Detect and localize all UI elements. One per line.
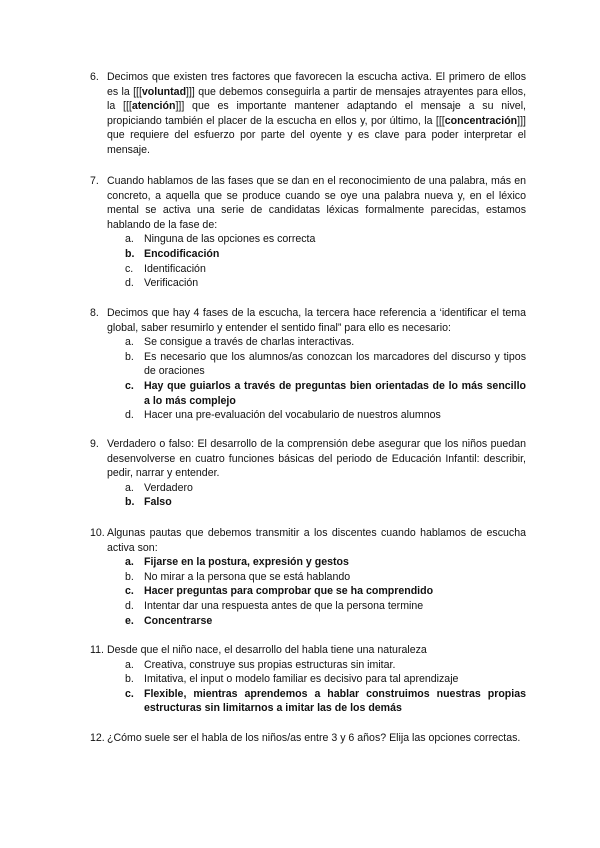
option: a. Ninguna de las opciones es correcta (125, 233, 316, 246)
question-11 (90, 643, 526, 716)
option: c. Identificación (125, 262, 206, 275)
question-number: 9. (90, 438, 99, 450)
option: d. Intentar dar una respuesta antes de que la persona termine (125, 599, 424, 612)
option: b. No mirar a la persona que se está hablando (125, 570, 351, 583)
question-text: ¿Cómo suele ser el habla de los niños/as entre 3 y 6 años? Elija las opciones correctas. (107, 732, 521, 744)
question-6 (90, 70, 526, 158)
option: a. Se consigue a través de charlas interactivas. (125, 336, 355, 349)
option: b. Imitativa, el input o modelo familiar es decisivo para tal aprendizaje (125, 673, 459, 686)
question-text: Desde que el niño nace, el desarrollo del habla tiene una naturaleza (107, 644, 427, 656)
option: d. Hacer una pre-evaluación del vocabulario de nuestros alumnos (125, 409, 441, 422)
option-correct: c. Flexible, mientras aprendemos a hablar construimos nuestras propias estructuras sin limitarnos a imitar las de los demás (125, 687, 526, 715)
question-12 (90, 731, 526, 746)
question-9 (90, 437, 526, 510)
option: d. Verificación (125, 277, 199, 290)
question-text: Cuando hablamos de las fases que se dan en el reconocimiento de una palabra, más en concreto, a aquella que se produce cuando se oye una palabra nueva y, en el léxico mental se activa una serie de candidatas léxicas formalmente parecidas, estamos hablando de la fase de: (107, 175, 526, 231)
option-correct: e. Concentrarse (125, 614, 213, 627)
answer-atencion: atención (131, 100, 176, 113)
question-number: 10. (90, 527, 105, 539)
option: a. Verdadero (125, 481, 193, 494)
question-7 (90, 174, 526, 291)
question-number: 11. (90, 644, 104, 656)
question-number: 12. (90, 732, 105, 744)
option-correct: b. Falso (125, 496, 172, 509)
option: b. Es necesario que los alumnos/as conozcan los marcadores del discurso y tipos de oraciones (125, 350, 526, 378)
question-text: Verdadero o falso: El desarrollo de la comprensión debe asegurar que los niños puedan desenvolverse en cuatro funciones básicas del periodo de Educación Infantil: describir, pedir, narrar y entender. (107, 438, 526, 480)
question-text: Decimos que hay 4 fases de la escucha, la tercera hace referencia a ‘identificar el tema global, saber resumirlo y entender el sentido final” para ello es necesario: (107, 307, 526, 334)
option-correct: c. Hacer preguntas para comprobar que se ha comprendido (125, 585, 434, 598)
question-8 (90, 306, 526, 423)
option-correct: b. Encodificación (125, 247, 220, 260)
question-text: Decimos que existen tres factores que favorecen la escucha activa. El primero de ellos es la [[[voluntad]]] que debemos conseguirla a partir de mensajes atrayentes para ellos, la [[[atención]]] que es importante mantener adaptando el mensaje a su nivel, propiciando también el placer de la escucha en ellos y, por último, la [[[concentración]]] que requiere del esfuerzo por parte del oyente y es clave para poder interpretar el mensaje. (107, 71, 527, 156)
answer-voluntad: voluntad (141, 85, 187, 98)
question-10 (90, 526, 526, 628)
option-correct: a. Fijarse en la postura, expresión y gestos (125, 556, 349, 569)
option: a. Creativa, construye sus propias estructuras sin imitar. (125, 658, 396, 671)
question-text: Algunas pautas que debemos transmitir a los discentes cuando hablamos de escucha activa son: (107, 527, 526, 554)
question-number: 6. (90, 71, 99, 83)
option-correct: c. Hay que guiarlos a través de preguntas bien orientadas de lo más sencillo a lo más complejo (125, 379, 526, 407)
answer-concentracion: concentración (444, 114, 518, 127)
question-number: 8. (90, 307, 99, 319)
question-number: 7. (90, 175, 99, 187)
